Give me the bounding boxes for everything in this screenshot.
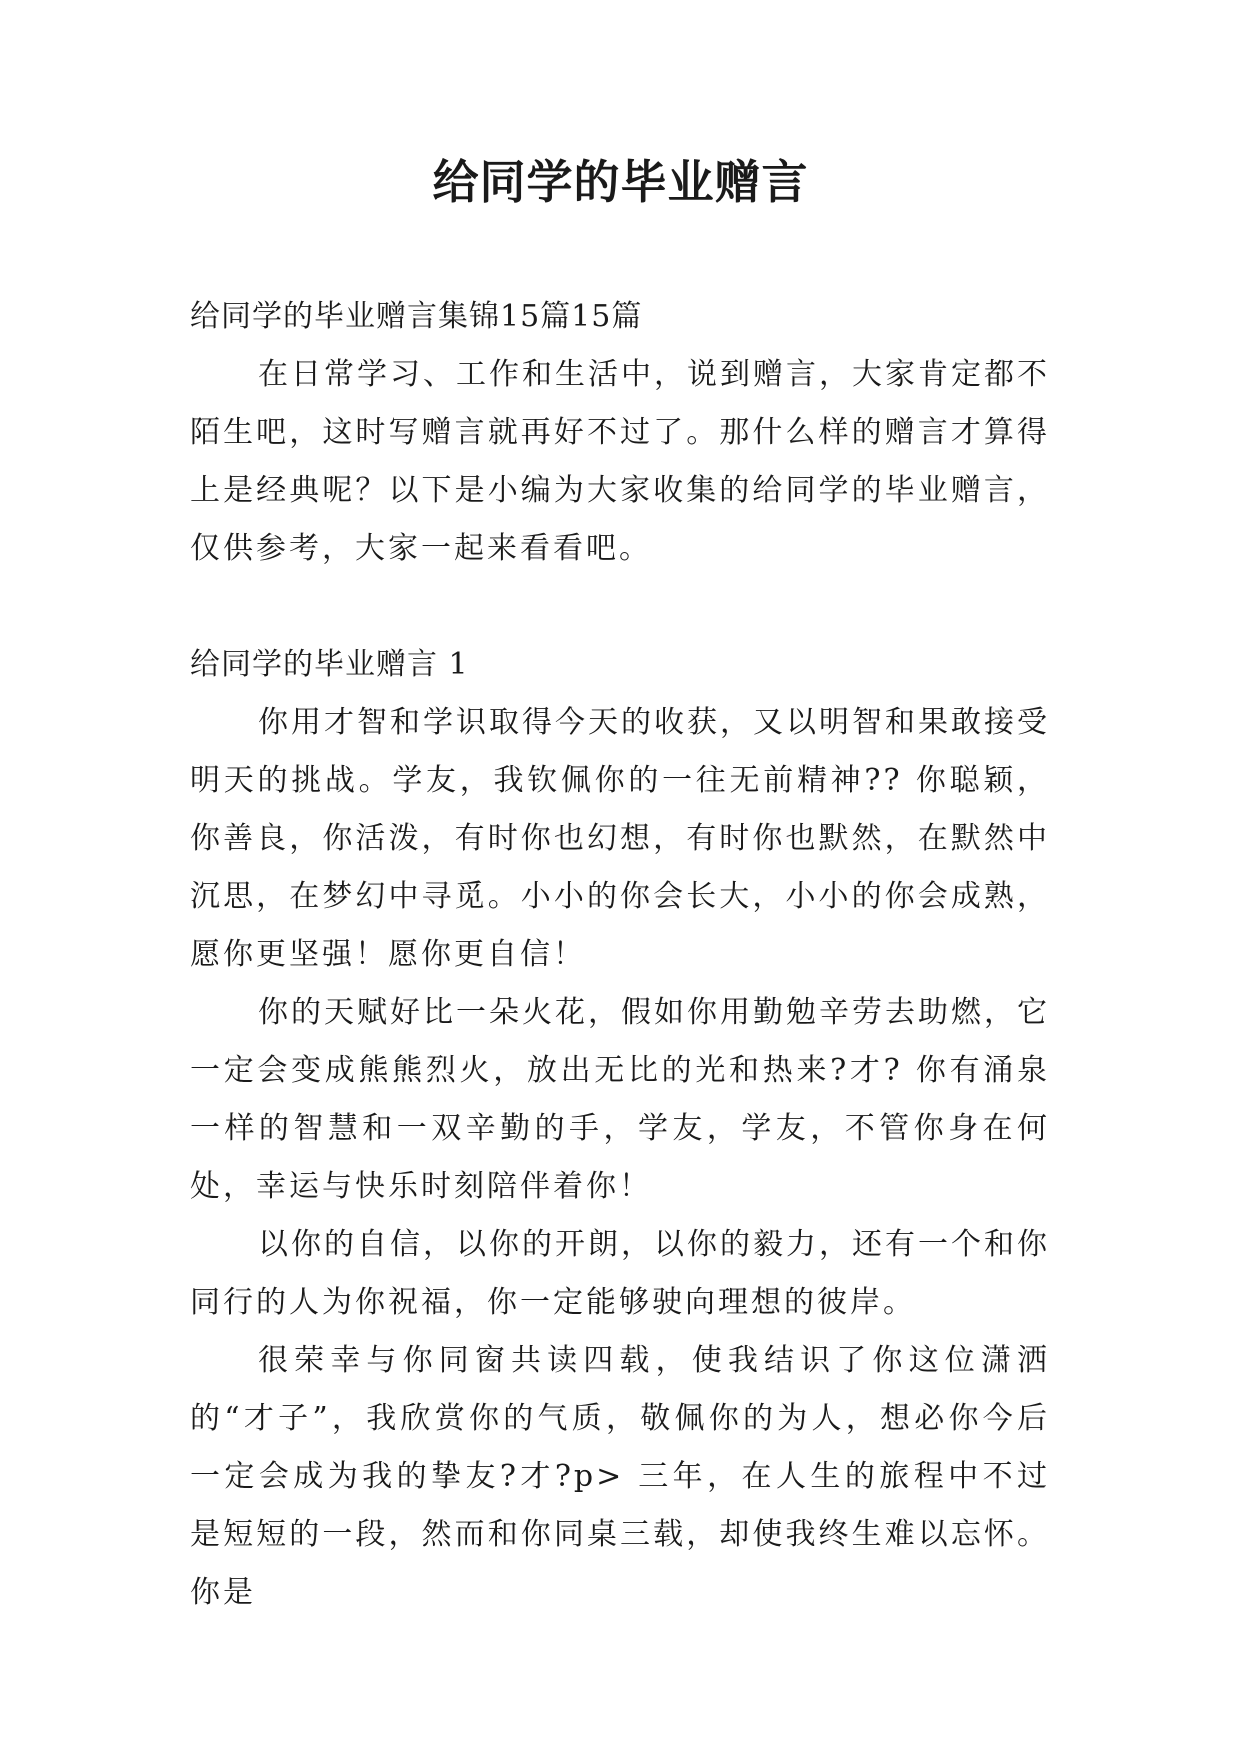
body-paragraph: 你用才智和学识取得今天的收获，又以明智和果敢接受明天的挑战。学友，我钦佩你的一往无前精神?? 你聪颖，你善良，你活泼，有时你也幻想，有时你也默然，在默然中沉思，在梦幻中寻觅。小小的你会长大，小小的你会成熟，愿你更坚强！愿你更自信！	[190, 705, 1050, 972]
document-body	[190, 288, 1050, 1622]
body-paragraph: 你的天赋好比一朵火花，假如你用勤勉辛劳去助燃，它一定会变成熊熊烈火，放出无比的光和热来?才? 你有涌泉一样的智慧和一双辛勤的手，学友，学友，不管你身在何处，幸运与快乐时刻陪伴着你！	[190, 995, 1050, 1204]
body-paragraph: 很荣幸与你同窗共读四载，使我结识了你这位潇洒的“才子”，我欣赏你的气质，敬佩你的为人，想必你今后一定会成为我的挚友?才?p> 三年，在人生的旅程中不过是短短的一段，然而和你同桌三载，却使我终生难以忘怀。你是	[190, 1343, 1050, 1610]
document-title: 给同学的毕业赠言	[432, 155, 809, 209]
body-paragraph: 以你的自信，以你的开朗，以你的毅力，还有一个和你同行的人为你祝福，你一定能够驶向理想的彼岸。	[190, 1227, 1050, 1320]
section-heading: 给同学的毕业赠言 1	[190, 647, 469, 682]
intro-paragraph: 在日常学习、工作和生活中，说到赠言，大家肯定都不陌生吧，这时写赠言就再好不过了。那什么样的赠言才算得上是经典呢？以下是小编为大家收集的给同学的毕业赠言，仅供参考，大家一起来看看吧。	[190, 357, 1050, 566]
document-subtitle: 给同学的毕业赠言集锦15篇15篇	[190, 299, 643, 334]
